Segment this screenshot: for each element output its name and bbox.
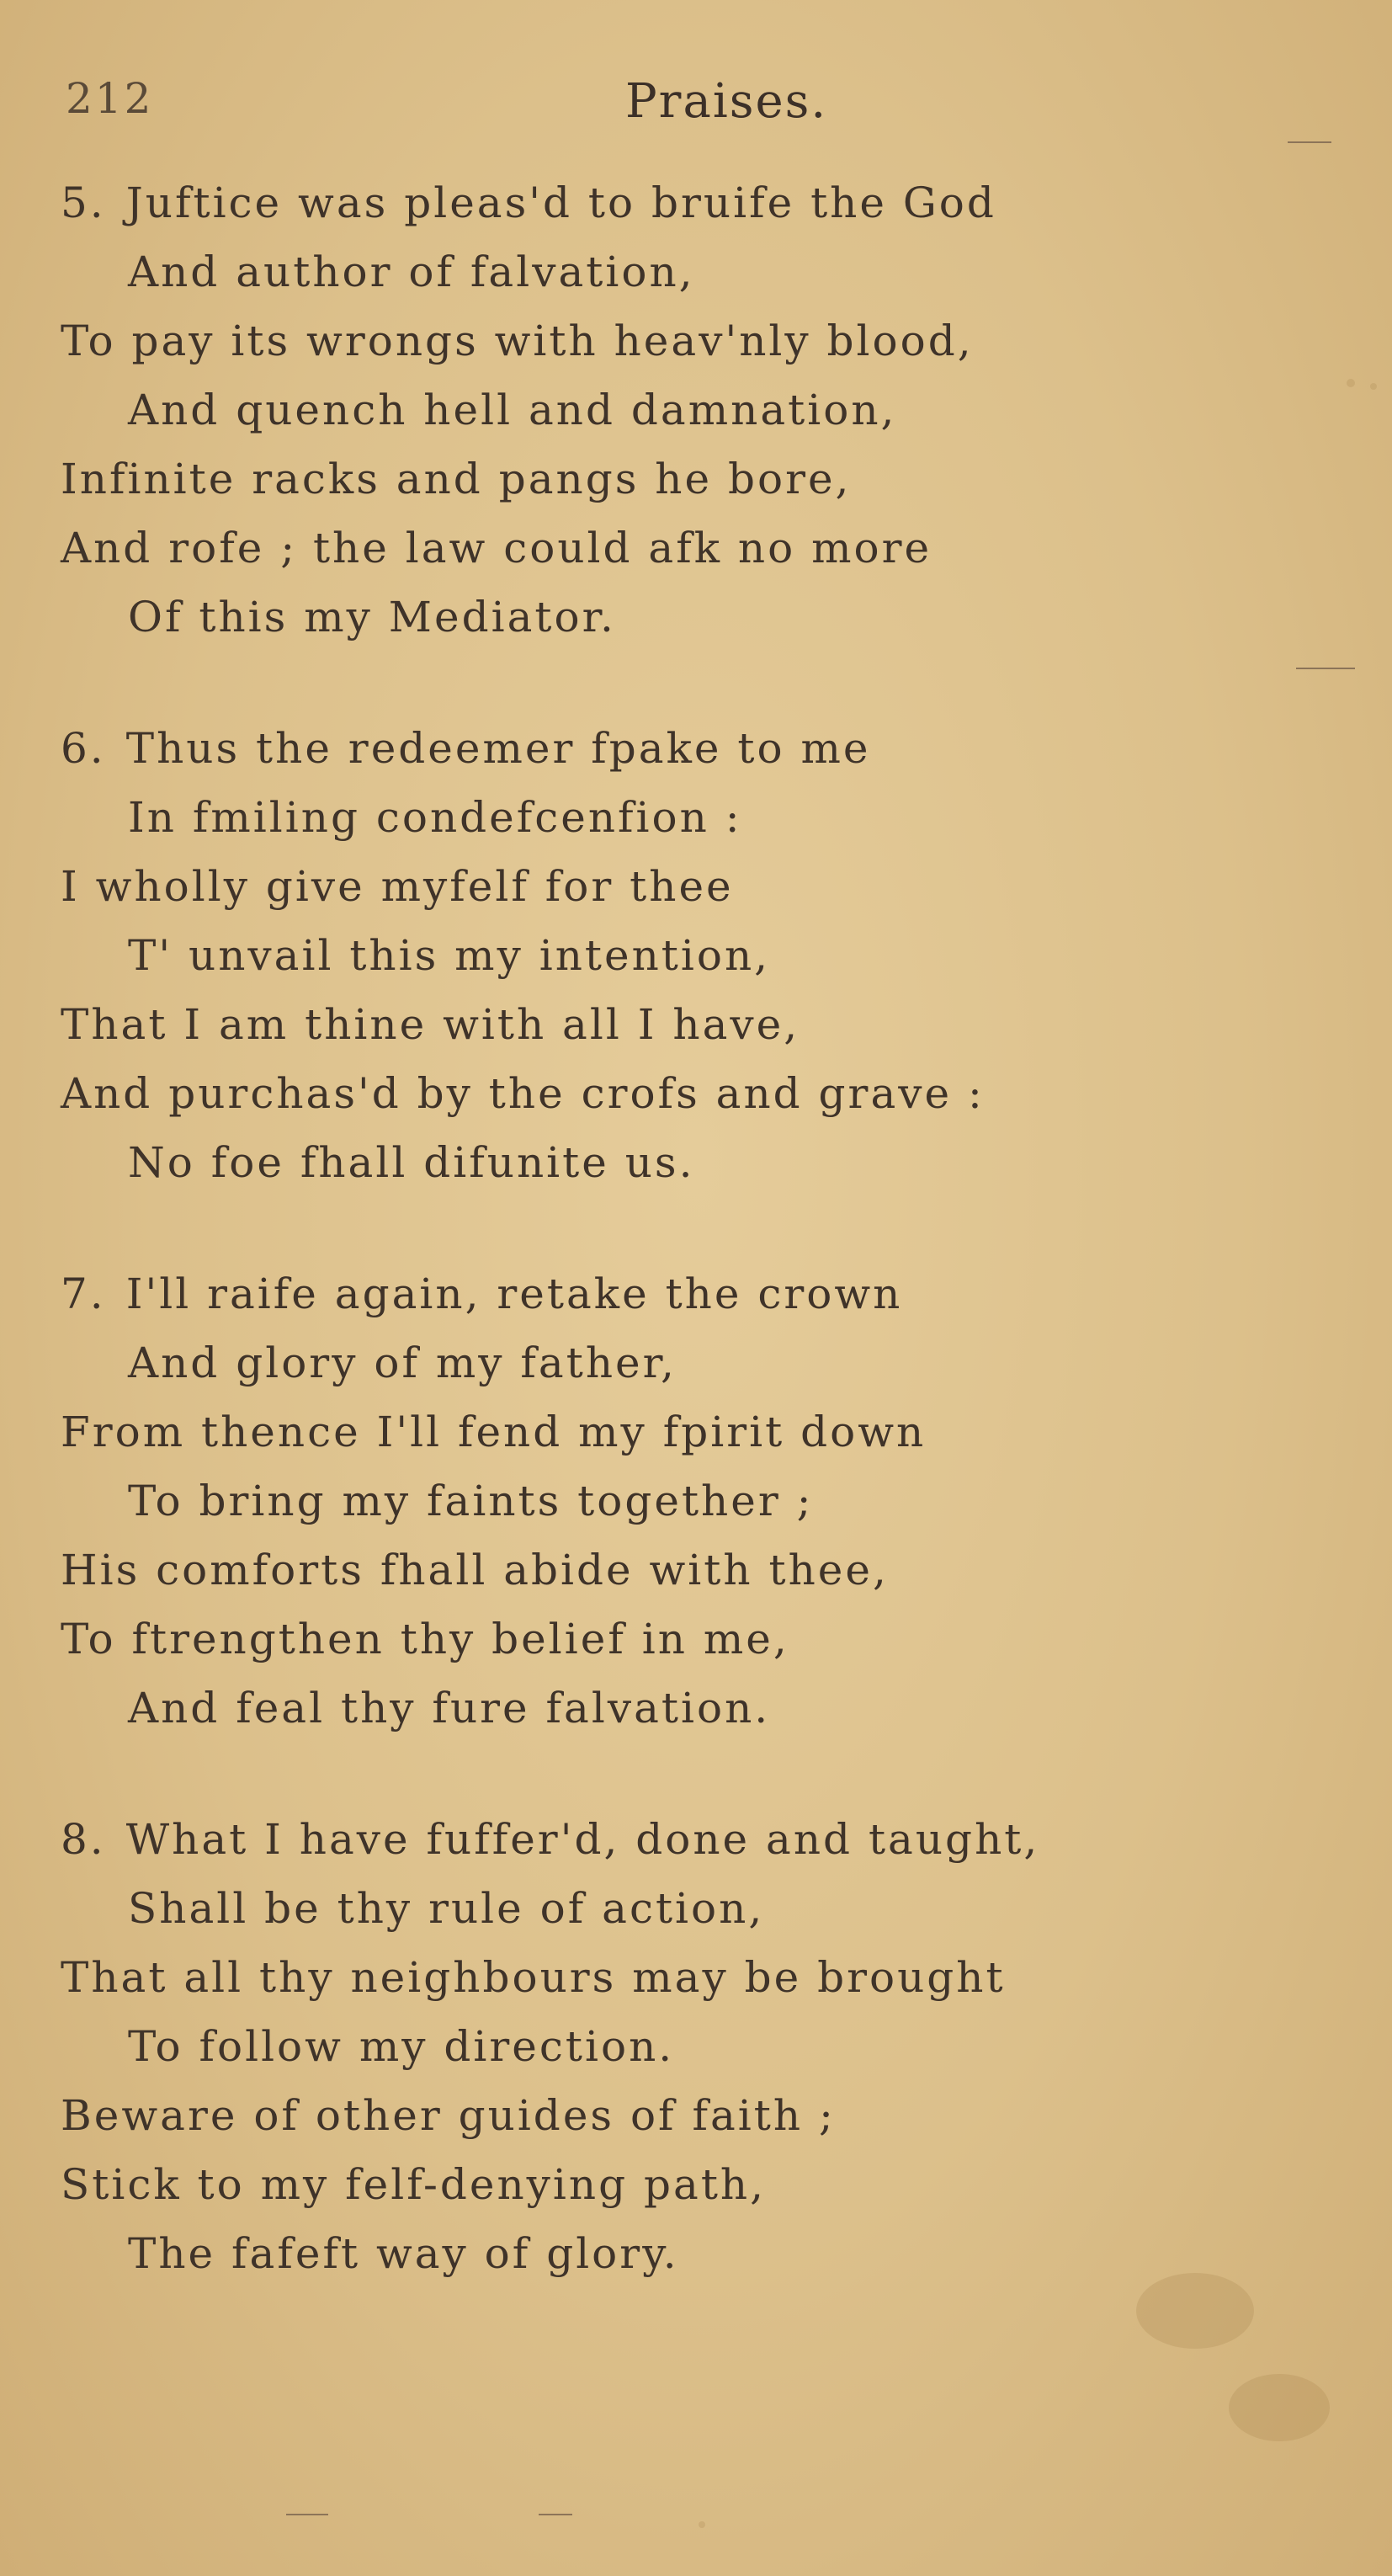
edge-mark (539, 2514, 572, 2515)
verse-line: 6. Thus the redeemer fpake to me (61, 724, 871, 773)
stanza-8 (61, 1805, 1104, 2288)
verse-line: That all thy neighbours may be brought (61, 1953, 1006, 2002)
verse-line: To follow my direction. (128, 2022, 675, 2071)
verse-line: To ftrengthen thy belief in me, (61, 1615, 789, 1663)
verse-line: And quench hell and damnation, (128, 386, 897, 434)
verse-line: And feal thy fure falvation. (128, 1684, 771, 1732)
foxing-stain (1136, 2273, 1254, 2349)
page-header (66, 74, 916, 133)
verse-line: His comforts fhall abide with thee, (61, 1546, 889, 1594)
verse-line: T' unvail this my intention, (128, 931, 771, 980)
verse-line: In fmiling condefcenfion : (128, 793, 742, 842)
verse-line: From thence I'll fend my fpirit down (61, 1408, 927, 1456)
verse-line: And purchas'd by the crofs and grave : (61, 1069, 985, 1118)
verse-line: And author of falvation, (128, 247, 695, 296)
stanza-7 (61, 1259, 1104, 1743)
verse-line: And glory of my father, (128, 1339, 677, 1387)
edge-mark (286, 2514, 328, 2515)
verse-line: I wholly give myfelf for thee (61, 862, 734, 911)
foxing-spot (699, 2521, 705, 2528)
verse-line: Infinite racks and pangs he bore, (61, 455, 852, 503)
verse-line: Beware of other guides of faith ; (61, 2091, 836, 2140)
edge-mark (1296, 668, 1355, 669)
page-number: 212 (66, 74, 154, 123)
foxing-spot (1370, 383, 1377, 390)
stanza-6 (61, 714, 1104, 1197)
foxing-spot (1347, 379, 1355, 387)
stanza-number: 5. (61, 178, 106, 227)
foxing-stain (1229, 2374, 1330, 2441)
verse-line: Stick to my felf-denying path, (61, 2160, 767, 2209)
stanza-number: 6. (61, 724, 106, 773)
verse-line: And rofe ; the law could afk no more (61, 524, 932, 572)
verse-line: 8. What I have fuffer'd, done and taught, (61, 1815, 1040, 1864)
verse-line: To bring my faints together ; (128, 1477, 814, 1525)
stanza-5 (61, 168, 1104, 652)
verse-line: 7. I'll raife again, retake the crown (61, 1269, 903, 1318)
stanza-number: 8. (61, 1815, 106, 1864)
verse-line: No foe fhall difunite us. (128, 1138, 695, 1187)
edge-mark (1288, 141, 1331, 143)
running-title: Praises. (625, 74, 828, 129)
verse-line: Of this my Mediator. (128, 593, 616, 641)
hymn-text (61, 168, 1104, 2350)
verse-line: That I am thine with all I have, (61, 1000, 800, 1049)
verse-line: To pay its wrongs with heav'nly blood, (61, 317, 974, 365)
verse-line: Shall be thy rule of action, (128, 1884, 765, 1933)
stanza-number: 7. (61, 1269, 106, 1318)
verse-line: 5. Juftice was pleas'd to bruife the God (61, 178, 996, 227)
verse-line: The fafeft way of glory. (128, 2229, 679, 2278)
